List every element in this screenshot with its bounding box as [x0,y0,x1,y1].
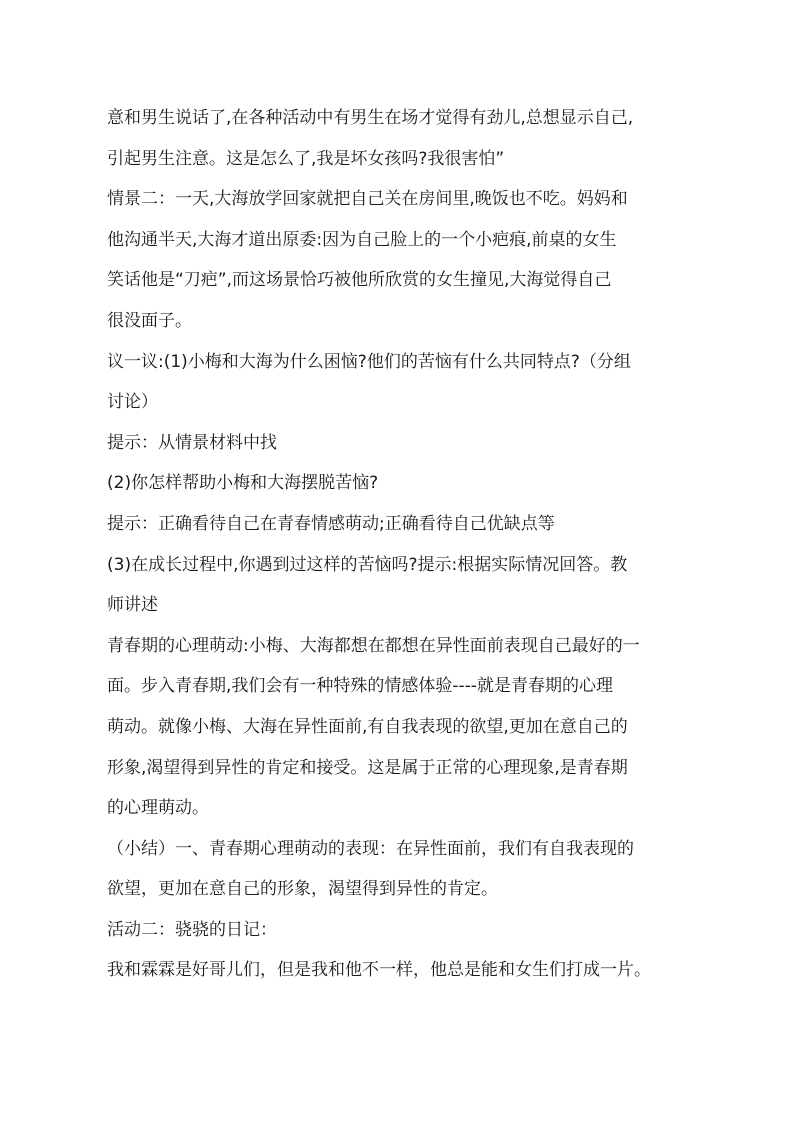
text-line: 很没面子。 [107,310,192,331]
text-line: 情景二：一天,大海放学回家就把自己关在房间里,晚饭也不吃。妈妈和 [107,189,628,210]
text-line: 面。步入青春期,我们会有一种特殊的情感体验----就是青春期的心理 [107,676,613,697]
text-line: 讨论） [107,392,158,413]
text-line: 意和男生说话了,在各种活动中有男生在场才觉得有劲儿,总想显示自己, [107,108,634,128]
text-line: 萌动。就像小梅、大海在异性面前,有自我表现的欲望,更加在意自己的 [107,716,628,737]
text-line: 形象,渴望得到异性的肯定和接受。这是属于正常的心理现象,是青春期 [107,757,628,778]
text-line: （小结）一、青春期心理萌动的表现：在异性面前，我们有自我表现的 [107,838,634,859]
text-line: 议一议:(1)小梅和大海为什么困恼?他们的苦恼有什么共同特点?（分组 [107,351,631,372]
text-line: 提示：从情景材料中找 [107,432,277,453]
text-line: 师讲述 [107,595,158,616]
text-line: 的心理萌动。 [107,798,209,819]
text-line: 引起男生注意。这是怎么了,我是坏女孩吗?我很害怕” [107,148,505,169]
text-line: 活动二：骁骁的日记： [107,919,277,940]
text-line: 青春期的心理萌动:小梅、大海都想在都想在异性面前表现自己最好的一 [107,635,640,656]
text-line: 提示：正确看待自己在青春情感萌动;正确看待自己优缺点等 [107,513,555,534]
text-line: 我和霖霖是好哥儿们，但是我和他不一样，他总是能和女生们打成一片。 [107,960,651,981]
text-line: (2)你怎样帮助小梅和大海摆脱苦恼? [107,473,379,494]
text-line: (3)在成长过程中,你遇到过这样的苦恼吗?提示:根据实际情况回答。教 [107,554,628,575]
text-line: 欲望，更加在意自己的形象，渴望得到异性的肯定。 [107,879,498,900]
text-line: 他沟通半天,大海才道出原委:因为自己脸上的一个小疤痕,前桌的女生 [107,229,617,250]
document-body [107,98,691,991]
text-line: 笑话他是“刀疤”,而这场景恰巧被他所欣赏的女生撞见,大海觉得自己 [107,270,612,291]
